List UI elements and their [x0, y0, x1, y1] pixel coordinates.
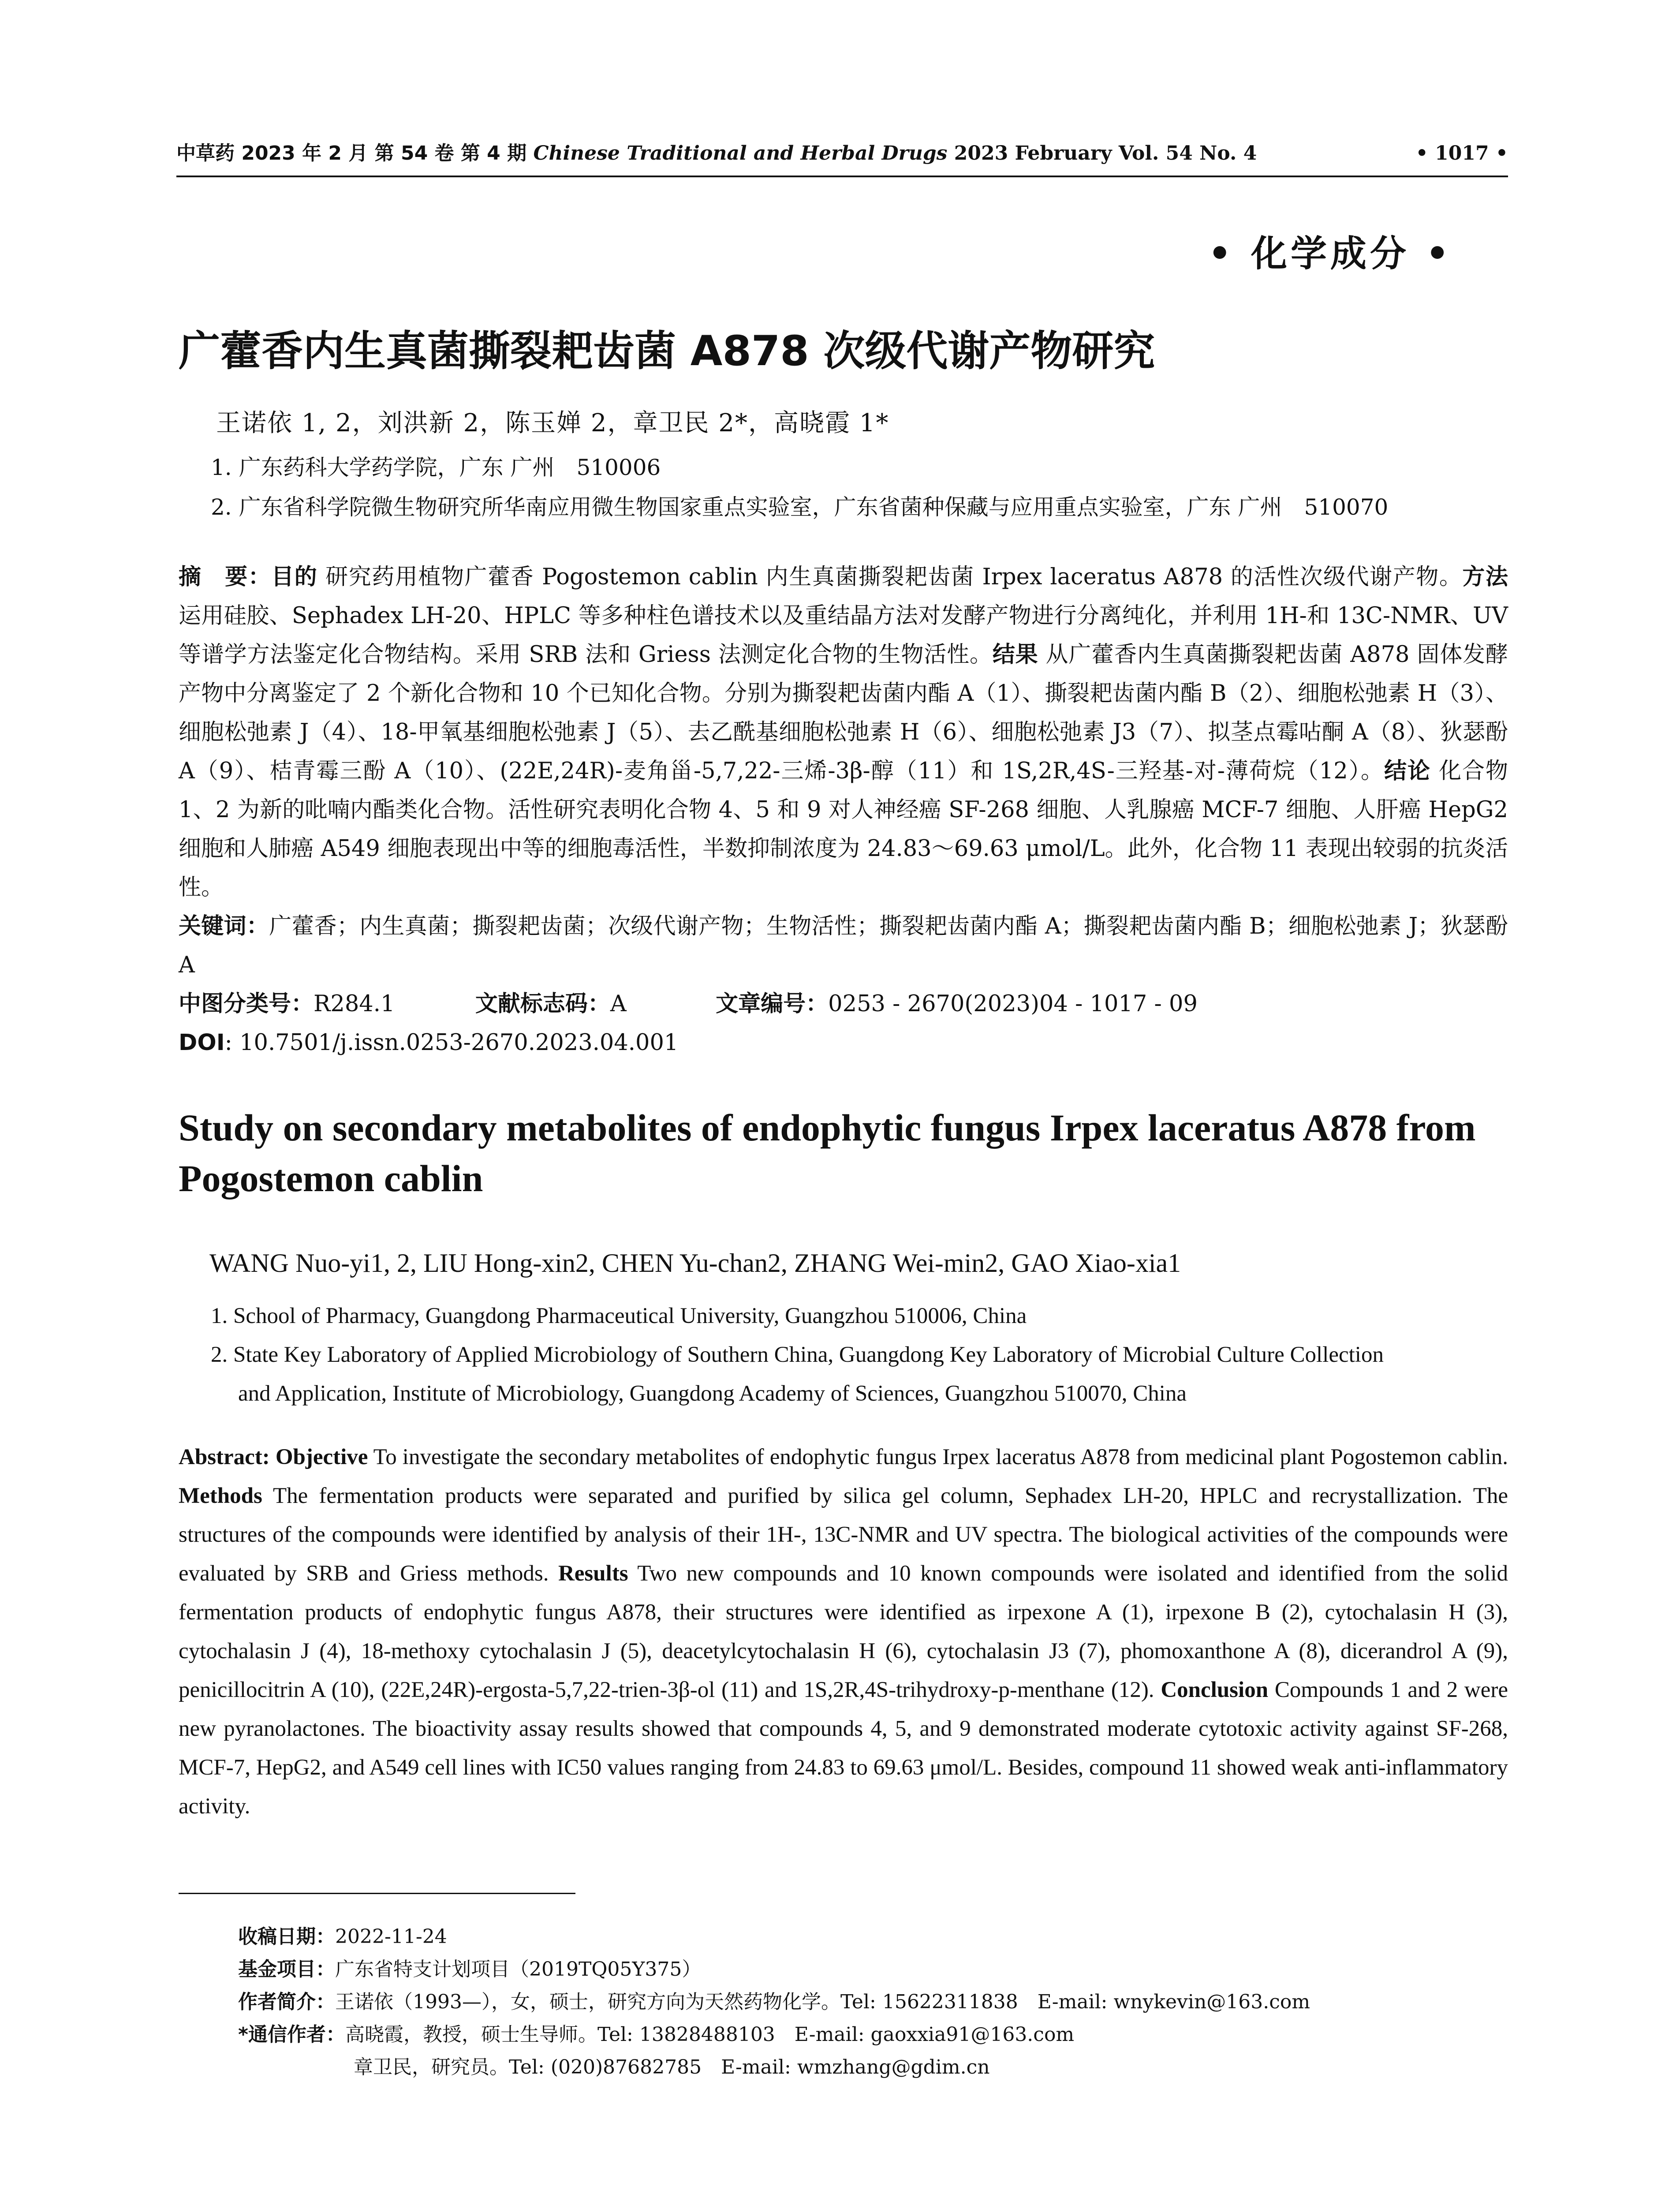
cn-title: 广藿香内生真菌撕裂耙齿菌 A878 次级代谢产物研究: [179, 327, 1155, 375]
fund-label: 基金项目：: [238, 1958, 335, 1981]
corresponding-line-2: [238, 2051, 1310, 2084]
en-conclusion-label: Conclusion: [1161, 1678, 1269, 1702]
en-affiliation-2-cont: and Application, Institute of Microbiology, Guangdong Academy of Sciences, Guangzhou 510070, China: [238, 1381, 1187, 1406]
footnote-rule: [179, 1893, 575, 1894]
cn-conclusion-label: 结论: [1384, 758, 1431, 784]
received-line: [238, 1921, 1310, 1953]
footnotes: [238, 1921, 1310, 2084]
author-bio-label: 作者简介：: [238, 1991, 335, 2013]
cn-conclusion: 化合物 1、2 为新的吡喃内酯类化合物。活性研究表明化合物 4、5 和 9 对人神经癌 SF-268 细胞、人乳腺癌 MCF-7 细胞、人肝癌 HepG2 细胞和人肺癌 A549 细胞表现出中等的细胞毒活性，半数抑制浓度为 24.83～69.63 μmol/L。此外，化合物 11 表现出较弱的抗炎活性。: [179, 758, 1508, 901]
en-abstract: [179, 1438, 1508, 1826]
article-no-label: 文章编号：: [716, 991, 829, 1017]
cn-abstract: [179, 558, 1508, 1062]
doi-label: DOI: [179, 1030, 225, 1056]
received-date: 2022-11-24: [335, 1925, 447, 1948]
header-rule: [176, 176, 1508, 177]
en-results-label: Results: [558, 1561, 628, 1586]
cn-results: 从广藿香内生真菌撕裂耙齿菌 A878 固体发酵产物中分离鉴定了 2 个新化合物和 10 个已知化合物。分别为撕裂耙齿菌内酯 A（1）、撕裂耙齿菌内酯 B（2）、细胞松弛素 H（3）、细胞松弛素 J（4）、18-甲氧基细胞松弛素 J（5）、去乙酰基细胞松弛素 H（6）、细胞松弛素 J3（7）、拟茎点霉呫酮 A（8）、狄瑟酚 A（9）、桔青霉三酚 A（10）、(22E,24R)-麦角甾-5,7,22-三烯-3β-醇（11）和 1S,2R,4S-三羟基-对-薄荷烷（12）。: [179, 642, 1508, 784]
fund-value: 广东省特支计划项目（2019TQ05Y375）: [335, 1958, 702, 1981]
author-bio-line: [238, 1986, 1310, 2018]
corresponding-author-2: 章卫民，研究员。Tel: (020)87682785 E-mail: wmzhang@gdim.cn: [354, 2056, 990, 2078]
cn-objective-label: 目的: [271, 564, 318, 590]
en-conclusion: Compounds 1 and 2 were new pyranolactones. The bioactivity assay results showed that compounds 4, 5, and 9 demonstrated moderate cytotoxic activity against SF-268, MCF-7, HepG2, and A549 cell lines with IC50 values ranging from 24.83 to 69.63 μmol/L. Besides, compound 11 showed weak anti-inflammatory activity.: [179, 1678, 1508, 1819]
article-no-value: 0253 - 2670(2023)04 - 1017 - 09: [828, 991, 1198, 1017]
en-methods: The fermentation products were separated and purified by silica gel column, Sephadex LH-20, HPLC and recrystallization. The structures of the compounds were identified by analysis of their 1H-, 13C-NMR and UV spectra. The biological activities of the compounds were evaluated by SRB and Griess methods.: [179, 1484, 1508, 1586]
en-objective-label: Objective: [275, 1445, 368, 1469]
cn-keywords: 广藿香；内生真菌；撕裂耙齿菌；次级代谢产物；生物活性；撕裂耙齿菌内酯 A；撕裂耙齿菌内酯 B；细胞松弛素 J；狄瑟酚 A: [179, 913, 1508, 978]
en-methods-label: Methods: [179, 1484, 262, 1508]
en-affiliation-1: 1. School of Pharmacy, Guangdong Pharmaceutical University, Guangzhou 510006, China: [211, 1304, 1027, 1328]
en-authors: WANG Nuo-yi1, 2, LIU Hong-xin2, CHEN Yu-chan2, ZHANG Wei-min2, GAO Xiao-xia1: [209, 1248, 1181, 1278]
cn-affiliation-2: 2. 广东省科学院微生物研究所华南应用微生物国家重点实验室，广东省菌种保藏与应用重点实验室，广东 广州 510070: [211, 494, 1389, 520]
issue-en: 2023 February Vol. 54 No. 4: [954, 142, 1257, 164]
author-bio: 王诺依（1993—），女，硕士，研究方向为天然药物化学。Tel: 15622311838 E-mail: wnykevin@163.com: [335, 1991, 1310, 2013]
cn-results-label: 结果: [992, 642, 1038, 668]
running-header: [176, 140, 1508, 167]
en-objective: To investigate the secondary metabolites of endophytic fungus Irpex laceratus A878 from medicinal plant Pogostemon cablin.: [373, 1445, 1508, 1469]
clc-label: 中图分类号：: [179, 991, 314, 1017]
cn-abstract-label: 摘 要：: [179, 564, 272, 590]
en-abstract-label: Abstract:: [179, 1445, 270, 1469]
cn-authors: 王诺依 1, 2，刘洪新 2，陈玉婵 2，章卫民 2*，高晓霞 1*: [216, 409, 889, 437]
doc-code-label: 文献标志码：: [475, 991, 610, 1017]
doi-line: [179, 1024, 1508, 1062]
cn-methods: 运用硅胶、Sephadex LH-20、HPLC 等多种柱色谱技术以及重结晶方法对发酵产物进行分离纯化，并利用 1H-和 13C-NMR、UV 等谱学方法鉴定化合物结构。采用 SRB 法和 Griess 法测定化合物的生物活性。: [179, 603, 1508, 668]
en-affiliation-2: 2. State Key Laboratory of Applied Microbiology of Southern China, Guangdong Key Laboratory of Microbial Culture Collection: [211, 1342, 1384, 1367]
clc-value: R284.1: [314, 991, 395, 1017]
en-results: Two new compounds and 10 known compounds were isolated and identified from the solid fermentation products of endophytic fungus A878, their structures were identified as irpexone A (1), irpexone B (2), cytochalasin H (3), cytochalasin J (4), 18-methoxy cytochalasin J (5), deacetylcytochalasin H (6), cytochalasin J3 (7), phomoxanthone A (8), dicerandrol A (9), penicillocitrin A (10), (22E,24R)-ergosta-5,7,22-trien-3β-ol (11) and 1S,2R,4S-trihydroxy-p-menthane (12).: [179, 1561, 1508, 1702]
doc-code-value: A: [610, 991, 627, 1017]
section-label: • 化学成分 •: [1208, 233, 1452, 275]
issue-cn: 2023 年 2 月 第 54 卷 第 4 期: [241, 142, 527, 164]
corresponding-label: *通信作者：: [238, 2023, 346, 2046]
fund-line: [238, 1953, 1310, 1986]
cn-affiliation-1: 1. 广东药科大学药学院，广东 广州 510006: [211, 455, 661, 480]
cn-keywords-line: [179, 907, 1508, 985]
cn-keywords-label: 关键词：: [179, 913, 269, 939]
en-title: Study on secondary metabolites of endophytic fungus Irpex laceratus A878 from Pogostemon cablin: [179, 1106, 1476, 1200]
cn-objective: 研究药用植物广藿香 Pogostemon cablin 内生真菌撕裂耙齿菌 Irpex laceratus A878 的活性次级代谢产物。: [325, 564, 1463, 590]
corresponding-author-1: 高晓霞，教授，硕士生导师。Tel: 13828488103 E-mail: gaoxxia91@163.com: [345, 2023, 1075, 2046]
page-number: • 1017 •: [1415, 142, 1508, 164]
doi-value: : 10.7501/j.issn.0253-2670.2023.04.001: [224, 1030, 679, 1056]
cn-classification-line: [179, 985, 1508, 1024]
received-label: 收稿日期：: [238, 1925, 335, 1948]
cn-methods-label: 方法: [1462, 564, 1508, 590]
journal-name-en: Chinese Traditional and Herbal Drugs: [533, 142, 948, 164]
journal-name-cn: 中草药: [176, 142, 235, 164]
corresponding-line-1: [238, 2018, 1310, 2051]
